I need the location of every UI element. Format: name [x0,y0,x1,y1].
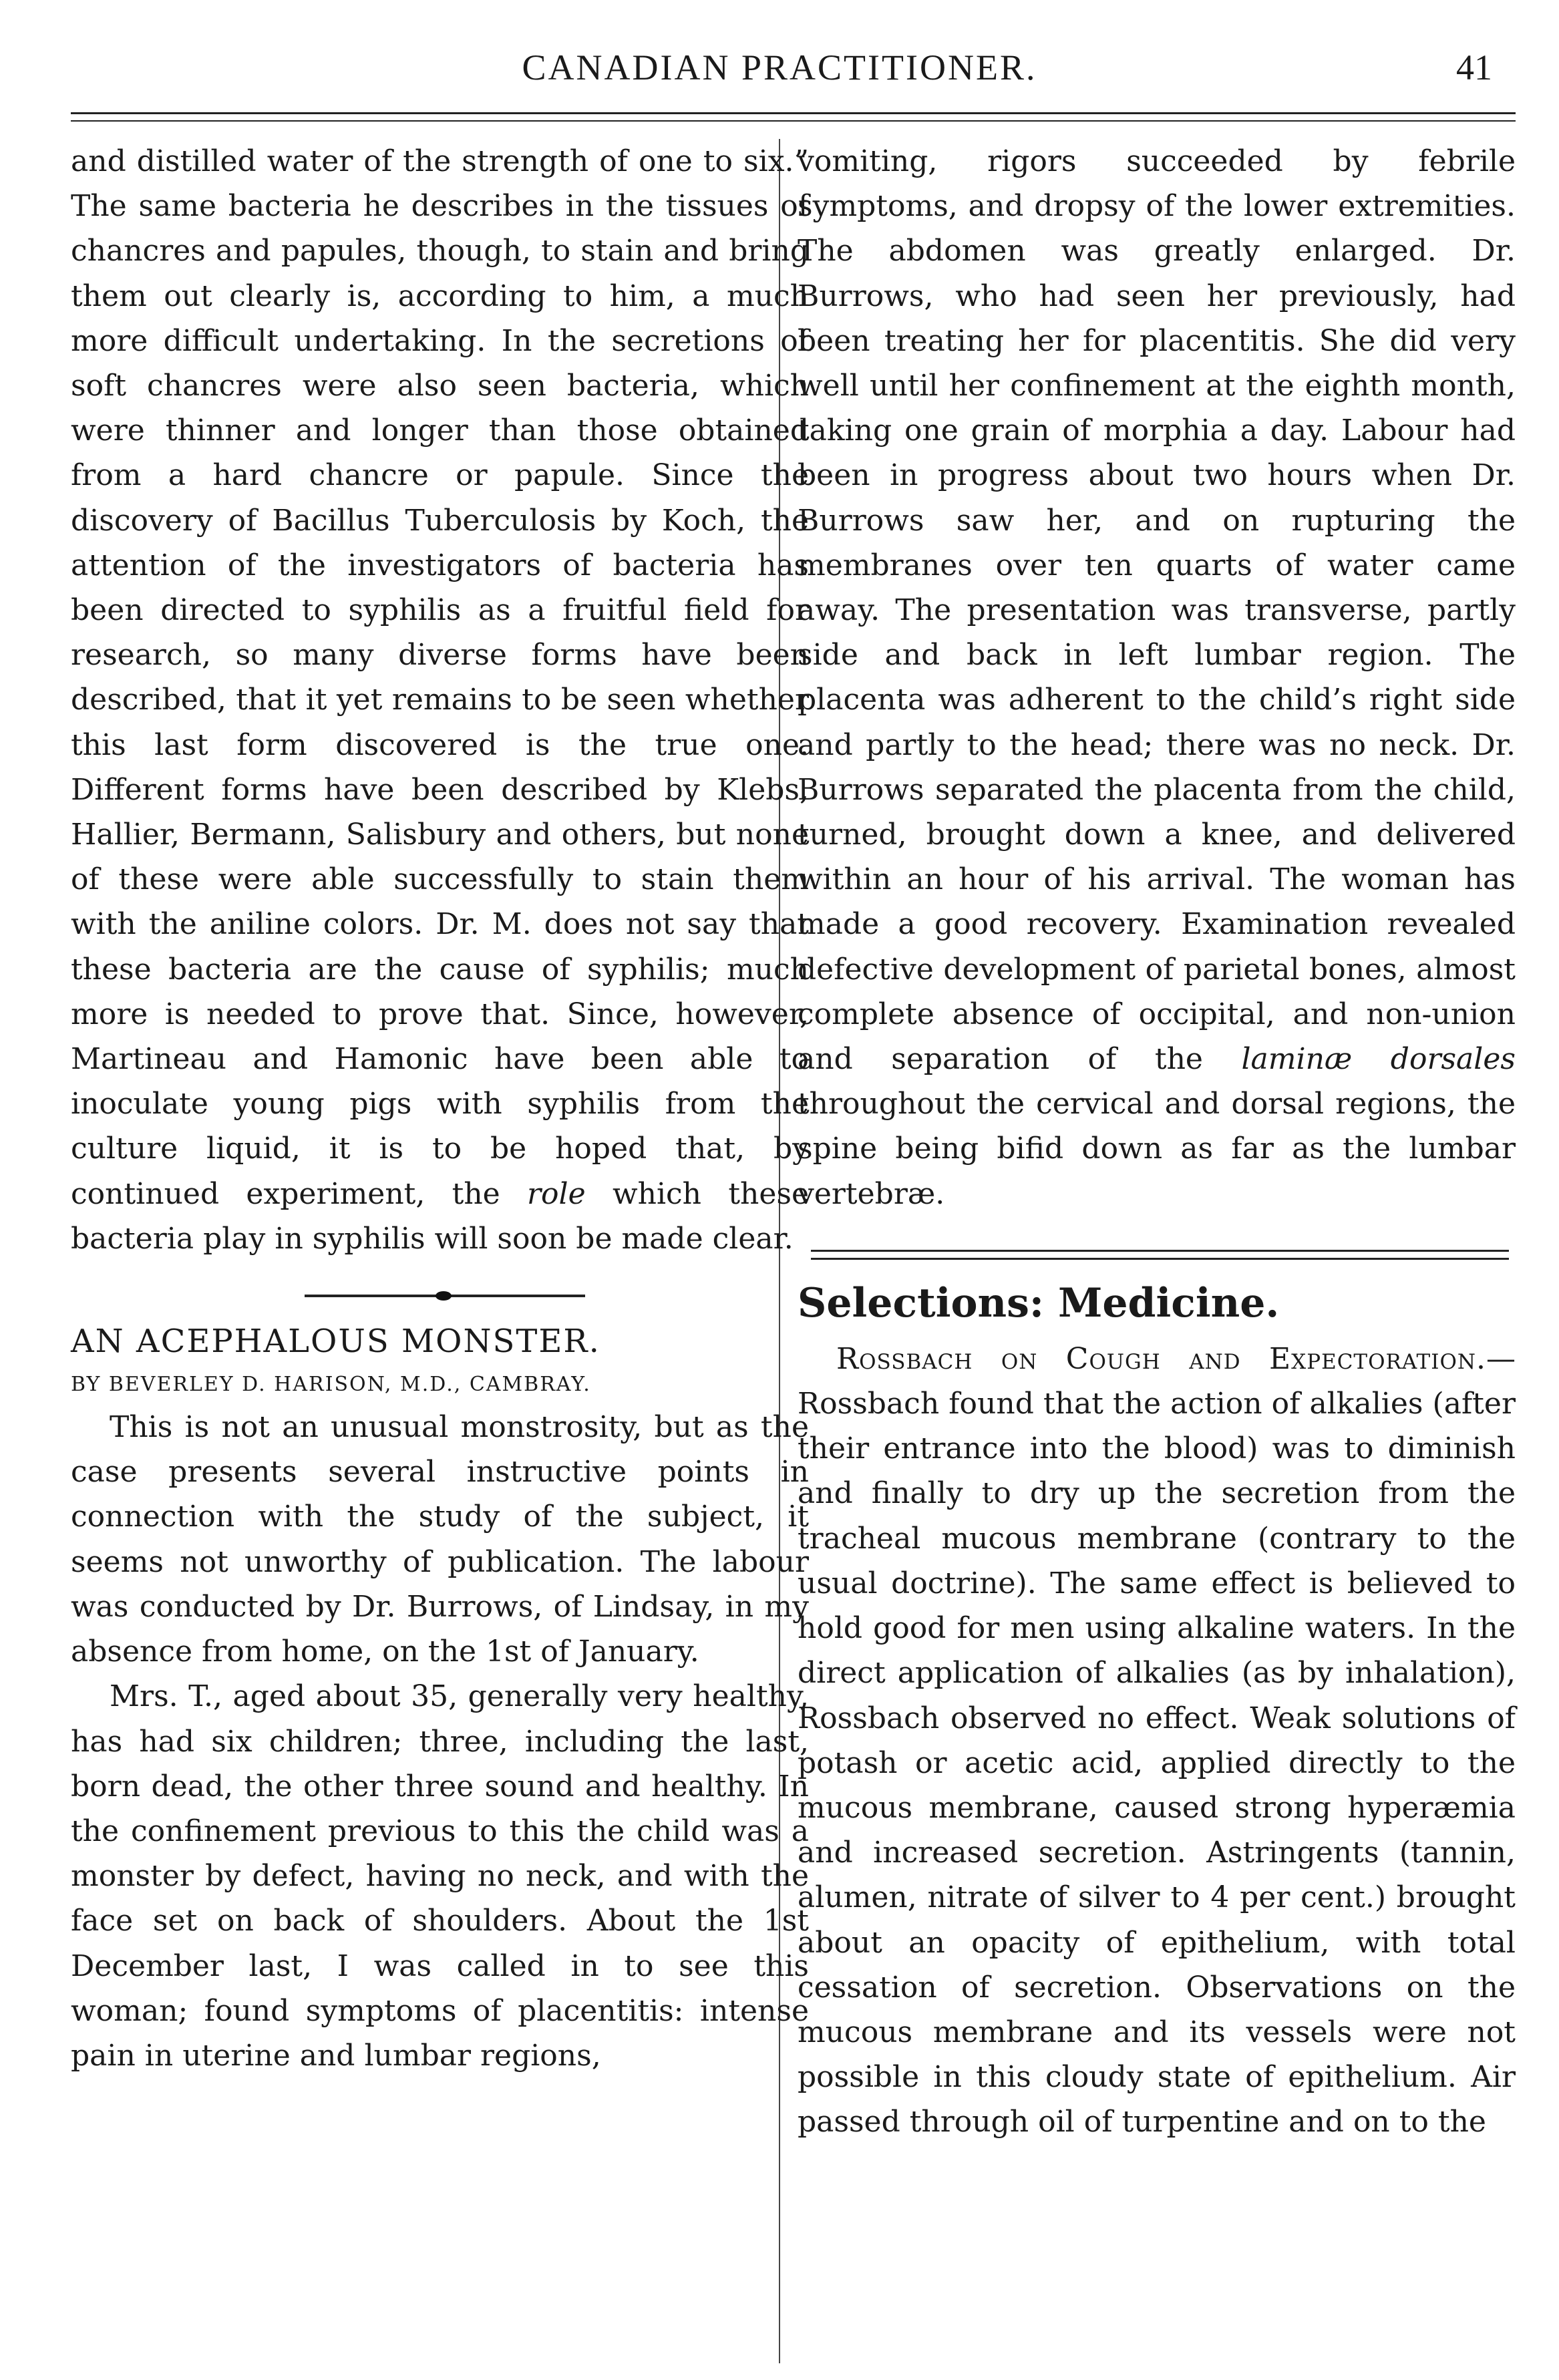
running-head [0,47,1559,100]
section-rules [798,1243,1516,1270]
continuation-end: which these bacteria play in syphilis will soon be made clear. [71,1176,809,1256]
continuation-text: vomiting, rigors succeeded by febrile symptoms, and dropsy of the lower extremities. The abdomen was greatly enlarged. Dr. Burrows, who had seen her previously, had been treating her for placentitis. She did very well until her confinement at the eighth month, taking one grain of morphia a day. Labour had been in progress about two hours when Dr. Burrows saw her, and on rupturing the membranes over ten quarts of water came away. The presentation was transverse, partly side and back in left lumbar region. The placenta was adherent to the child’s right side and partly to the head; there was no neck. Dr. Burrows separated the placenta from the child, turned, brought down a knee, and delivered within an hour of his arrival. The woman has made a good recovery. Examination revealed defective development of parietal bones, almost complete absence of occipital, and non-union and separation of the [798,144,1516,1077]
article-divider [71,1273,809,1318]
continuation-text: and distilled water of the strength of one to six.” The same bacteria he describes in the tissues of chancres and papules, though, to stain and bring them out clearly is, according to him, a much more difficult undertaking. In the secretions of soft chancres were also seen bacteria, which were thinner and longer than those obtained from a hard chancre or papule. Since the discovery of Bacillus Tuberculosis by Koch, the attention of the investigators of bacteria has been directed to syphilis as a fruitful field for research, so many diverse forms have been described, that it yet remains to be seen whether this last form discovered is the true one. Different forms have been described by Klebs, Hallier, Bermann, Salisbury and others, but none of these were able successfully to stain them with the aniline colors. Dr. M. does not say that these bacteria are the cause of syphilis; much more is needed to prove that. Since, however, Martineau and Hamonic have been able to inoculate young pigs with syphilis from the culture liquid, it is to be hoped that, by continued experiment, the [71,144,809,1211]
continuation-paragraph [71,139,809,1261]
continuation-end: throughout the cervical and dorsal regions, the spine being bifid down as far as the lumbar vertebræ. [798,1087,1516,1211]
divider-dot [436,1291,452,1301]
subsection-paragraph [798,1337,1516,2145]
right-column [798,139,1516,2145]
section-rule-top [811,1250,1509,1252]
page-number: 41 [1456,47,1492,88]
subsection-title: Rossbach on Cough and Expectoration. [836,1341,1486,1376]
subsection-text: —Rossbach found that the action of alkalies (after their entrance into the blood) was to diminish and finally to dry up the secretion from the tracheal mucous membrane (contrary to the usual doctrine). The same effect is believed to hold good for men using alkaline waters. In the direct application of alkalies (as by inhalation), Rossbach observed no effect. Weak solutions of potash or acetic acid, applied directly to the mucous membrane, caused strong hyperæmia and increased secretion. Astringents (tannin, alumen, nitrate of silver to 4 per cent.) brought about an opacity of epithelium, with total cessation of secretion. Observations on the mucous membrane and its vessels were not possible in this cloudy state of epithelium. Air passed through oil of turpentine and on to the [798,1341,1516,2140]
article-title: AN ACEPHALOUS MONSTER. [71,1323,600,1361]
continuation-paragraph [798,139,1516,1216]
journal-title: CANADIAN PRACTITIONER. [522,47,1037,88]
section-heading: Selections: Medicine. [798,1279,1280,1327]
header-rule [71,112,1516,114]
section-rule-bottom [811,1258,1509,1260]
article-paragraph-2: Mrs. T., aged about 35, generally very healthy, has had six children; three, including the last, born dead, the other three sound and healthy. In the confinement previous to this the child was a monster by defect, having no neck, and with the face set on back of shoulders. About the 1st December last, I was called in to see this woman; found symptoms of placentitis: intense pain in uterine and lumbar regions, [71,1679,809,2073]
italic-term: role [527,1176,586,1211]
header-rule-thin [71,120,1516,122]
left-column [71,139,809,2078]
italic-term: laminæ dorsales [1241,1042,1516,1077]
article-byline: BY BEVERLEY D. HARISON, M.D., CAMBRAY. [71,1373,591,1397]
article-paragraph-1: This is not an unusual monstrosity, but as the case presents several instructive points in connection with the study of the subject, it seems not unworthy of publication. The labour was conducted by Dr. Burrows, of Lindsay, in my absence from home, on the 1st of January. [71,1410,809,1669]
